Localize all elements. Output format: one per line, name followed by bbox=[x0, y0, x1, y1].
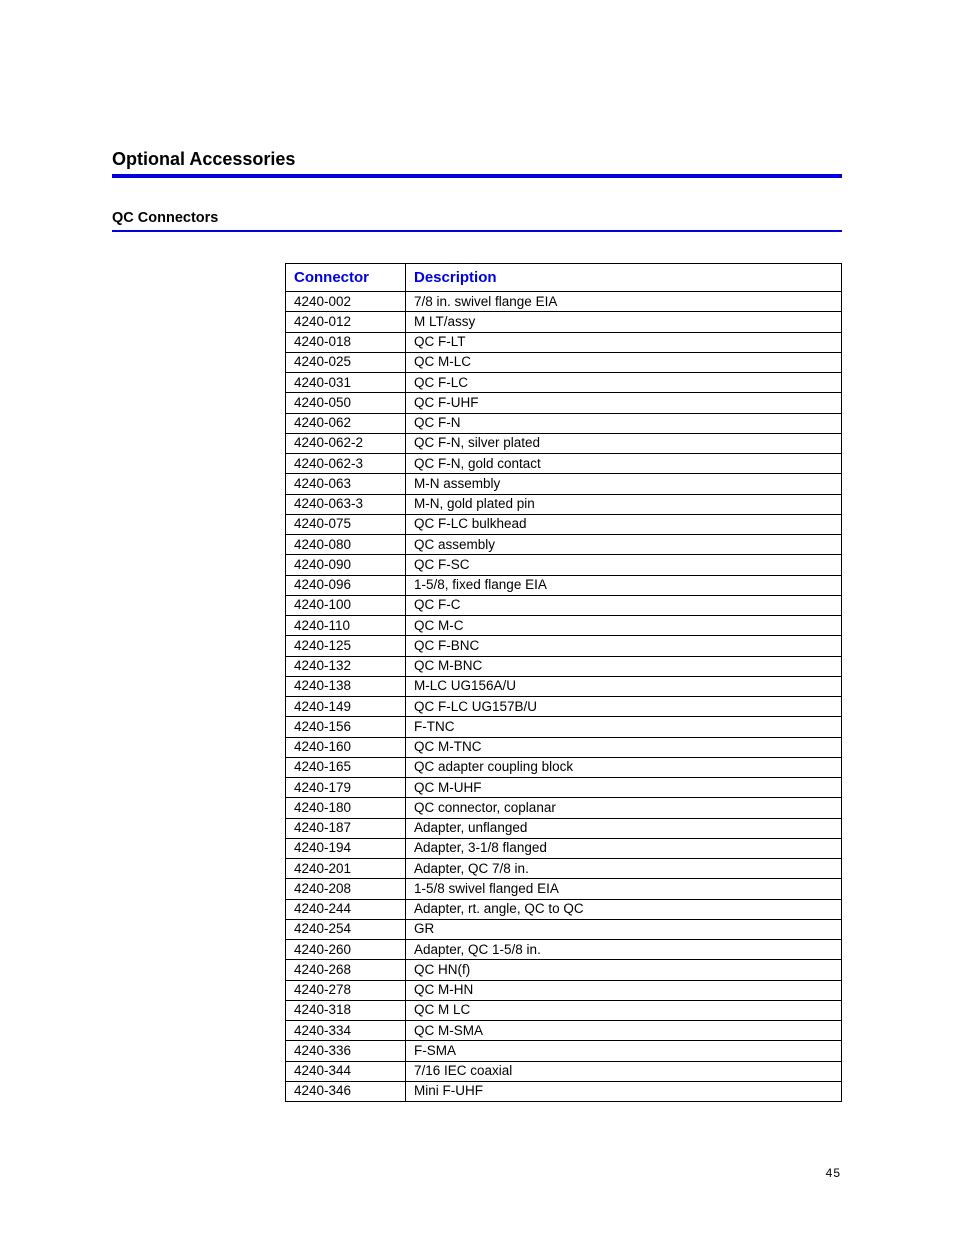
connector-cell: 4240-012 bbox=[286, 312, 406, 332]
connector-cell: 4240-025 bbox=[286, 352, 406, 372]
connector-cell: 4240-062 bbox=[286, 413, 406, 433]
connector-cell: 4240-100 bbox=[286, 595, 406, 615]
description-cell: QC M-BNC bbox=[406, 656, 842, 676]
description-cell: QC F-SC bbox=[406, 555, 842, 575]
description-cell: QC F-BNC bbox=[406, 636, 842, 656]
description-cell: QC connector, coplanar bbox=[406, 798, 842, 818]
connector-cell: 4240-180 bbox=[286, 798, 406, 818]
description-cell: QC adapter coupling block bbox=[406, 757, 842, 777]
table-row bbox=[286, 656, 842, 676]
table-row bbox=[286, 1000, 842, 1020]
table-row bbox=[286, 879, 842, 899]
connector-cell: 4240-090 bbox=[286, 555, 406, 575]
description-cell: QC HN(f) bbox=[406, 960, 842, 980]
connector-cell: 4240-050 bbox=[286, 393, 406, 413]
description-cell: F-TNC bbox=[406, 717, 842, 737]
connector-cell: 4240-336 bbox=[286, 1041, 406, 1061]
connector-cell: 4240-208 bbox=[286, 879, 406, 899]
description-cell: QC F-LC UG157B/U bbox=[406, 697, 842, 717]
table-header-row bbox=[286, 264, 842, 292]
table-row bbox=[286, 940, 842, 960]
description-cell: QC assembly bbox=[406, 535, 842, 555]
table-row bbox=[286, 798, 842, 818]
table-row bbox=[286, 1081, 842, 1101]
table-row bbox=[286, 859, 842, 879]
table-row bbox=[286, 332, 842, 352]
description-cell: Mini F-UHF bbox=[406, 1081, 842, 1101]
description-cell: M-N assembly bbox=[406, 474, 842, 494]
connector-cell: 4240-278 bbox=[286, 980, 406, 1000]
description-cell: QC M-HN bbox=[406, 980, 842, 1000]
description-cell: Adapter, unflanged bbox=[406, 818, 842, 838]
page-number: 45 bbox=[825, 1166, 841, 1180]
subsection-title: QC Connectors bbox=[112, 210, 219, 226]
section-title: Optional Accessories bbox=[112, 149, 296, 169]
table-row bbox=[286, 1061, 842, 1081]
description-cell: QC F-N, silver plated bbox=[406, 433, 842, 453]
connector-cell: 4240-080 bbox=[286, 535, 406, 555]
description-cell: M-N, gold plated pin bbox=[406, 494, 842, 514]
description-cell: Adapter, QC 7/8 in. bbox=[406, 859, 842, 879]
table-row bbox=[286, 474, 842, 494]
description-cell: QC F-LT bbox=[406, 332, 842, 352]
connector-cell: 4240-201 bbox=[286, 859, 406, 879]
connector-cell: 4240-334 bbox=[286, 1021, 406, 1041]
connector-cell: 4240-031 bbox=[286, 373, 406, 393]
description-cell: QC F-UHF bbox=[406, 393, 842, 413]
description-cell: QC F-N bbox=[406, 413, 842, 433]
table-row bbox=[286, 413, 842, 433]
description-cell: QC M-LC bbox=[406, 352, 842, 372]
table-row bbox=[286, 595, 842, 615]
description-cell: Adapter, rt. angle, QC to QC bbox=[406, 899, 842, 919]
table-row bbox=[286, 454, 842, 474]
connector-cell: 4240-149 bbox=[286, 697, 406, 717]
table-row bbox=[286, 899, 842, 919]
description-cell: Adapter, QC 1-5/8 in. bbox=[406, 940, 842, 960]
description-cell: QC F-C bbox=[406, 595, 842, 615]
table-row bbox=[286, 919, 842, 939]
header-connector: Connector bbox=[286, 264, 406, 292]
table-body bbox=[286, 292, 842, 1102]
connector-cell: 4240-254 bbox=[286, 919, 406, 939]
connector-cell: 4240-187 bbox=[286, 818, 406, 838]
description-cell: QC M-UHF bbox=[406, 778, 842, 798]
description-cell: QC M-C bbox=[406, 616, 842, 636]
description-cell: Adapter, 3-1/8 flanged bbox=[406, 838, 842, 858]
table-row bbox=[286, 960, 842, 980]
subsection-divider bbox=[112, 230, 842, 232]
connector-cell: 4240-125 bbox=[286, 636, 406, 656]
table-row bbox=[286, 697, 842, 717]
connector-cell: 4240-075 bbox=[286, 514, 406, 534]
description-cell: M LT/assy bbox=[406, 312, 842, 332]
description-cell: 7/16 IEC coaxial bbox=[406, 1061, 842, 1081]
table-row bbox=[286, 433, 842, 453]
table-row bbox=[286, 575, 842, 595]
table-row bbox=[286, 494, 842, 514]
connector-cell: 4240-110 bbox=[286, 616, 406, 636]
table-row bbox=[286, 1021, 842, 1041]
connector-cell: 4240-268 bbox=[286, 960, 406, 980]
connector-cell: 4240-165 bbox=[286, 757, 406, 777]
description-cell: QC M-SMA bbox=[406, 1021, 842, 1041]
description-cell: 1-5/8 swivel flanged EIA bbox=[406, 879, 842, 899]
table-row bbox=[286, 373, 842, 393]
table-row bbox=[286, 818, 842, 838]
header-description: Description bbox=[406, 264, 842, 292]
description-cell: QC F-N, gold contact bbox=[406, 454, 842, 474]
table-row bbox=[286, 1041, 842, 1061]
description-cell: QC F-LC bulkhead bbox=[406, 514, 842, 534]
description-cell: QC F-LC bbox=[406, 373, 842, 393]
table-row bbox=[286, 514, 842, 534]
table-row bbox=[286, 352, 842, 372]
connector-cell: 4240-194 bbox=[286, 838, 406, 858]
description-cell: F-SMA bbox=[406, 1041, 842, 1061]
table-row bbox=[286, 555, 842, 575]
description-cell: GR bbox=[406, 919, 842, 939]
connector-cell: 4240-156 bbox=[286, 717, 406, 737]
table-row bbox=[286, 717, 842, 737]
table-row bbox=[286, 676, 842, 696]
description-cell: 1-5/8, fixed flange EIA bbox=[406, 575, 842, 595]
connector-cell: 4240-346 bbox=[286, 1081, 406, 1101]
connector-cell: 4240-063 bbox=[286, 474, 406, 494]
table-row bbox=[286, 616, 842, 636]
connector-cell: 4240-063-3 bbox=[286, 494, 406, 514]
table-row bbox=[286, 535, 842, 555]
connector-cell: 4240-062-3 bbox=[286, 454, 406, 474]
section-divider bbox=[112, 174, 842, 178]
table-row bbox=[286, 393, 842, 413]
table-row bbox=[286, 292, 842, 312]
table-row bbox=[286, 980, 842, 1000]
connector-cell: 4240-096 bbox=[286, 575, 406, 595]
table-row bbox=[286, 636, 842, 656]
description-cell: M-LC UG156A/U bbox=[406, 676, 842, 696]
connectors-table bbox=[285, 263, 842, 1102]
description-cell: QC M-TNC bbox=[406, 737, 842, 757]
connector-cell: 4240-344 bbox=[286, 1061, 406, 1081]
table-row bbox=[286, 757, 842, 777]
connector-cell: 4240-244 bbox=[286, 899, 406, 919]
connector-cell: 4240-062-2 bbox=[286, 433, 406, 453]
connector-cell: 4240-160 bbox=[286, 737, 406, 757]
connector-cell: 4240-318 bbox=[286, 1000, 406, 1020]
connector-cell: 4240-260 bbox=[286, 940, 406, 960]
connector-cell: 4240-132 bbox=[286, 656, 406, 676]
connector-cell: 4240-018 bbox=[286, 332, 406, 352]
table-row bbox=[286, 838, 842, 858]
connector-cell: 4240-002 bbox=[286, 292, 406, 312]
connector-cell: 4240-179 bbox=[286, 778, 406, 798]
connector-cell: 4240-138 bbox=[286, 676, 406, 696]
description-cell: 7/8 in. swivel flange EIA bbox=[406, 292, 842, 312]
table-row bbox=[286, 778, 842, 798]
description-cell: QC M LC bbox=[406, 1000, 842, 1020]
table-row bbox=[286, 312, 842, 332]
table-row bbox=[286, 737, 842, 757]
